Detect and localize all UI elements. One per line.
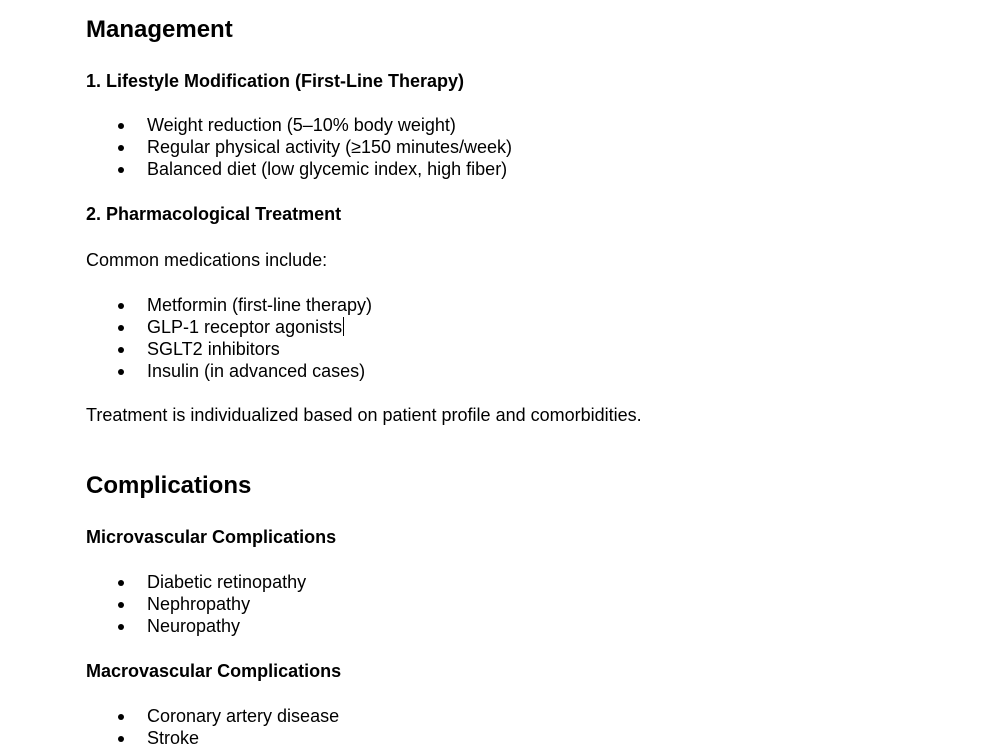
complications-heading: Complications — [86, 472, 252, 499]
macrovascular-heading: Macrovascular Complications — [86, 661, 342, 681]
microvascular-heading: Microvascular Complications — [86, 527, 337, 547]
lifestyle-heading: 1. Lifestyle Modification (First-Line Therapy) — [86, 71, 465, 91]
macrovascular-list — [86, 705, 339, 749]
list-item — [86, 316, 372, 338]
treatment-note: Treatment is individualized based on patient profile and comorbidities. — [86, 405, 642, 425]
list-item: SGLT2 inhibitors — [86, 338, 372, 360]
list-item: Diabetic retinopathy — [86, 571, 306, 593]
microvascular-list — [86, 571, 306, 637]
list-item: Insulin (in advanced cases) — [86, 360, 372, 382]
pharmacological-heading: 2. Pharmacological Treatment — [86, 204, 342, 224]
list-item: Balanced diet (low glycemic index, high fiber) — [86, 158, 512, 180]
management-heading: Management — [86, 16, 233, 43]
text-cursor — [343, 317, 344, 336]
medications-list — [86, 294, 372, 382]
list-item: Stroke — [86, 727, 339, 749]
list-item: Regular physical activity (≥150 minutes/week) — [86, 136, 512, 158]
medications-intro: Common medications include: — [86, 250, 328, 270]
list-item: Coronary artery disease — [86, 705, 339, 727]
list-item: Weight reduction (5–10% body weight) — [86, 114, 512, 136]
list-item: Nephropathy — [86, 593, 306, 615]
list-item: Neuropathy — [86, 615, 306, 637]
lifestyle-list — [86, 114, 512, 180]
list-item-text: GLP-1 receptor agonists — [147, 317, 343, 337]
list-item: Metformin (first-line therapy) — [86, 294, 372, 316]
